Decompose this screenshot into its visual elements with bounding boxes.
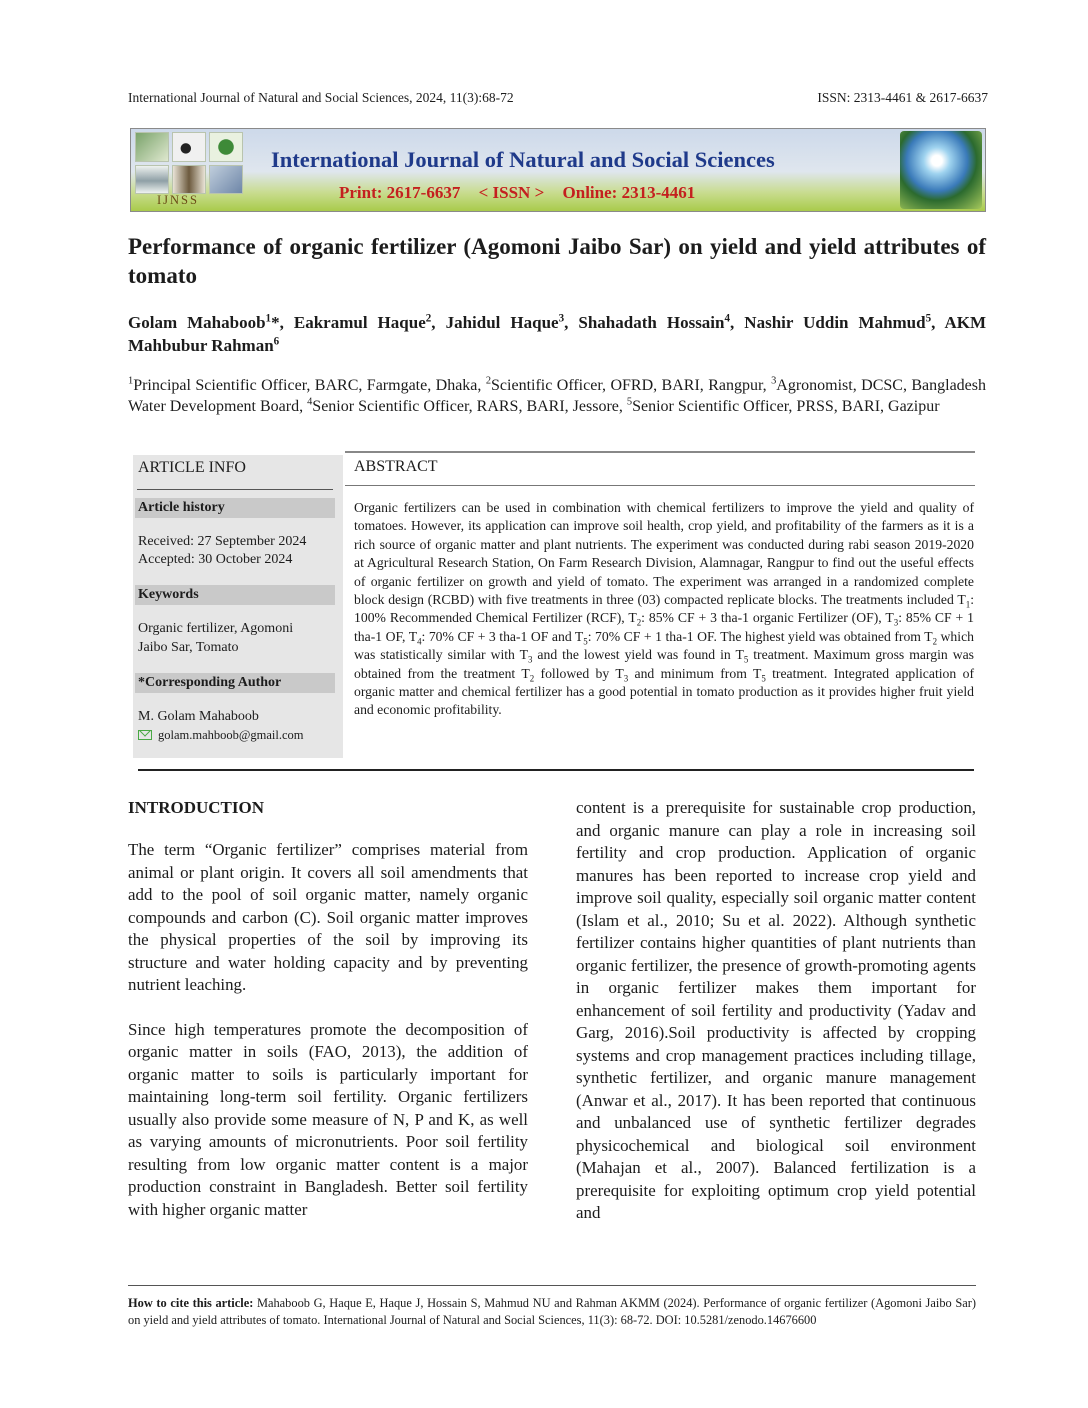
received-date: Received: 27 September 2024 (138, 534, 307, 549)
banner-abbreviation: IJNSS (157, 193, 199, 207)
issn-header: ISSN: 2313-4461 & 2617-6637 (817, 90, 988, 105)
banner-thumbnail-images (135, 132, 243, 194)
corresponding-author-name: M. Golam Mahaboob (138, 709, 259, 724)
banner-issn-line (339, 183, 709, 203)
journal-banner (130, 128, 986, 212)
lab-image (172, 165, 206, 195)
envelope-icon (138, 730, 152, 740)
keywords-text: Organic fertilizer, Agomoni Jaibo Sar, Tomato (138, 621, 294, 655)
plant-image (135, 132, 169, 162)
author-name: Nashir Uddin Mahmud (744, 313, 926, 332)
divider (345, 451, 975, 453)
article-title: Performance of organic fertilizer (Agomoni Jaibo Sar) on yield and yield attributes of tomato (128, 234, 986, 288)
body-paragraph: content is a prerequisite for sustainable crop production, and organic manure can play a role in increasing soil fertility and crop production. Application of organic manures has been reported to increase crop yield and improve soil quality, especially soil organic matter content (Islam et al., 2010; Su et al. 2022). Although synthetic fertilizer contains higher quantities of plant nutrients than organic fertilizer, the presence of growth-promoting agents in organic fertilizer makes them important for enhancement of soil fertility and productivity (Yadav and Garg, 2016).Soil productivity is affected by cropping systems and crop management practices including tillage, synthetic fertilizer, and organic manure management (Anwar et al., 2017). It has been reported that continuous and unbalanced use of synthetic fertilizer degrades physicochemical and biological soil environment (Mahajan et al., 2007). Balanced fertilization is a prerequisite for exploiting optimum crop yield potential and (576, 798, 976, 1222)
author-name: AKM Mahbubur Rahman (128, 313, 987, 355)
corresponding-author-label: *Corresponding Author (135, 673, 335, 693)
citation-footer (128, 1295, 976, 1329)
fish-image (135, 165, 169, 195)
body-column-right (576, 797, 976, 1247)
body-paragraph: Since high temperatures promote the decomposition of organic matter in soils (FAO, 2013), the addition of organic matter to soils is particularly important for maintaining long-term soil fertility. Organic fertilizers usually also provide some measure of N, P and K, as well as varying amounts of micronutrients. Poor soil fertility resulting from low organic matter content is a major production constraint in Bangladesh. Better soil fertility with higher organic matter (128, 1019, 528, 1219)
issn-label: < ISSN > (478, 183, 545, 202)
animal-image (172, 132, 206, 162)
online-issn: Online: 2313-4461 (562, 183, 696, 202)
globe-image (900, 131, 982, 209)
banner-title: International Journal of Natural and Social Sciences (271, 147, 775, 172)
author-name: Shahadath Hossain (578, 313, 725, 332)
people-image (209, 165, 243, 195)
body-column-left (128, 797, 528, 1243)
abstract-text: Organic fertilizers can be used in combination with chemical fertilizers to improve the yield and quality of tomatoes. However, its application can improve soil health, crop yield, and profitability of the farmers as it is a rich source of organic matter and plant nutrients. The experiment was conducted during rabi season 2019-2020 at Agricultural Research Station, On Farm Research Division, Alamnagar, Rangpur to find out the useful effects of organic fertilizer on growth and yield of tomato. The experiment was arranged in a randomized complete block design (RCBD) with five treatments in three (03) compacted replicate blocks. The treatments included $T_1$: 100% Recommended Chemical Fertilizer (RCF), $T_2$: 85% CF + 3 tha-1 organic Fertilizer (OF), $T_3$: 85% CF + 1 tha-1 OF, $T_4$: 70% CF + 3 tha-1 OF and $T_5$: 70% CF + 1 tha-1 OF. The highest yield was obtained from $T_2$ which was statistically similar with $T_3$ and the lowest yield was found in $T_5$ treatment. Maximum gross margin was obtained from the treatment $T_2$ followed by $T_3$ and minimum from $T_5$ treatment. Integrated application of organic matter and chemical fertilizer has a good potential in tomato production as it provides higher fruit yield and economic profitability. (354, 500, 975, 718)
author-name: Golam Mahaboob (128, 313, 266, 332)
divider (138, 769, 974, 771)
leaf-image (209, 132, 243, 162)
introduction-heading: INTRODUCTION (128, 798, 265, 817)
divider (137, 489, 333, 490)
accepted-date: Accepted: 30 October 2024 (138, 552, 293, 567)
article-history-label: Article history (135, 498, 335, 518)
author-list: Golam Mahaboob$^1$*, Eakramul Haque$^2$, Jahidul Haque$^3$, Shahadath Hossain$^4$, Nashir Uddin Mahmud$^5$, AKM Mahbubur Rahman$^6$ (128, 312, 987, 355)
print-issn: Print: 2617-6637 (339, 183, 461, 202)
author-name: Jahidul Haque (445, 313, 559, 332)
affiliations: $^1$Principal Scientific Officer, BARC, Farmgate, Dhaka, $^2$Scientific Officer, OFRD, BARI, Rangpur, $^3$Agronomist, DCSC, Bangladesh Water Development Board, $^4$Senior Scientific Officer, RARS, BARI, Jessore, $^5$Senior Scientific Officer, PRSS, BARI, Gazipur (128, 375, 987, 415)
author-name: Eakramul Haque (293, 313, 426, 332)
article-info-heading: ARTICLE INFO (138, 459, 246, 476)
email-link[interactable]: golam.mahboob@gmail.com (158, 728, 304, 742)
article-info-panel (133, 455, 343, 758)
citation-label: How to cite this article: (128, 1296, 254, 1310)
email-row (138, 726, 336, 745)
abstract-heading: ABSTRACT (354, 458, 438, 475)
divider (128, 1285, 976, 1286)
keywords-label: Keywords (135, 585, 335, 605)
divider (345, 485, 975, 486)
citation-text: Mahaboob G, Haque E, Haque J, Hossain S, Mahmud NU and Rahman AKMM (2024). Performance of organic fertilizer (Agomoni Jaibo Sar) on yield and yield attributes of tomato. International Journal of Natural and Social Sciences, 11(3): 68-72. DOI: 10.5281/zenodo.14676600 (128, 1296, 976, 1327)
journal-citation-header: International Journal of Natural and Social Sciences, 2024, 11(3):68-72 (128, 90, 514, 105)
body-paragraph: The term “Organic fertilizer” comprises material from animal or plant origin. It covers all soil amendments that add to the pool of soil organic matter, namely organic compounds and carbon (C). Soil organic matter improves the physical properties of the soil by improving its structure and water holding capacity and by preventing nutrient leaching. (128, 840, 528, 994)
